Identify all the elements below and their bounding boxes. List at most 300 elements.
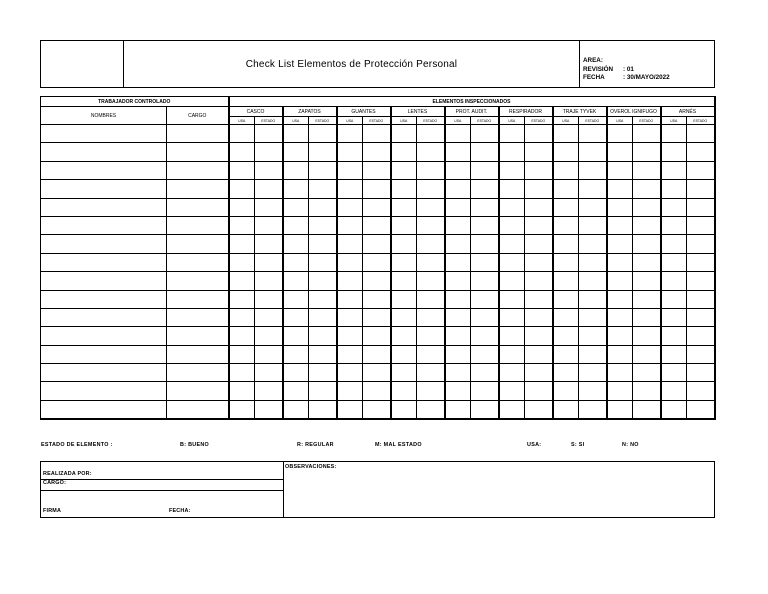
- estado-cell[interactable]: [417, 400, 445, 419]
- estado-cell[interactable]: [579, 345, 607, 363]
- nombre-cell[interactable]: [41, 253, 167, 271]
- estado-cell[interactable]: [309, 272, 337, 290]
- usa-cell[interactable]: [229, 364, 255, 382]
- usa-cell[interactable]: [607, 161, 633, 179]
- estado-cell[interactable]: [633, 364, 661, 382]
- usa-cell[interactable]: [445, 143, 471, 161]
- nombre-cell[interactable]: [41, 143, 167, 161]
- usa-cell[interactable]: [607, 235, 633, 253]
- usa-cell[interactable]: [553, 253, 579, 271]
- estado-cell[interactable]: [687, 235, 715, 253]
- usa-cell[interactable]: [337, 308, 363, 326]
- nombre-cell[interactable]: [41, 290, 167, 308]
- estado-cell[interactable]: [525, 272, 553, 290]
- estado-cell[interactable]: [309, 235, 337, 253]
- estado-cell[interactable]: [579, 327, 607, 345]
- usa-cell[interactable]: [229, 382, 255, 400]
- usa-cell[interactable]: [445, 400, 471, 419]
- usa-cell[interactable]: [445, 125, 471, 143]
- estado-cell[interactable]: [579, 290, 607, 308]
- usa-cell[interactable]: [607, 382, 633, 400]
- estado-cell[interactable]: [255, 364, 283, 382]
- usa-cell[interactable]: [499, 400, 525, 419]
- usa-cell[interactable]: [337, 198, 363, 216]
- usa-cell[interactable]: [283, 364, 309, 382]
- usa-cell[interactable]: [553, 290, 579, 308]
- estado-cell[interactable]: [525, 364, 553, 382]
- estado-cell[interactable]: [363, 364, 391, 382]
- usa-cell[interactable]: [499, 125, 525, 143]
- usa-cell[interactable]: [553, 125, 579, 143]
- usa-cell[interactable]: [499, 198, 525, 216]
- usa-cell[interactable]: [661, 198, 687, 216]
- estado-cell[interactable]: [687, 143, 715, 161]
- estado-cell[interactable]: [687, 308, 715, 326]
- estado-cell[interactable]: [309, 290, 337, 308]
- estado-cell[interactable]: [687, 253, 715, 271]
- usa-cell[interactable]: [229, 253, 255, 271]
- estado-cell[interactable]: [417, 290, 445, 308]
- estado-cell[interactable]: [417, 308, 445, 326]
- usa-cell[interactable]: [661, 364, 687, 382]
- usa-cell[interactable]: [445, 290, 471, 308]
- estado-cell[interactable]: [417, 235, 445, 253]
- estado-cell[interactable]: [579, 235, 607, 253]
- usa-cell[interactable]: [337, 382, 363, 400]
- usa-cell[interactable]: [391, 308, 417, 326]
- usa-cell[interactable]: [391, 253, 417, 271]
- estado-cell[interactable]: [309, 382, 337, 400]
- estado-cell[interactable]: [633, 161, 661, 179]
- cargo-cell[interactable]: [167, 345, 229, 363]
- estado-cell[interactable]: [525, 382, 553, 400]
- estado-cell[interactable]: [471, 308, 499, 326]
- estado-cell[interactable]: [255, 308, 283, 326]
- estado-cell[interactable]: [363, 161, 391, 179]
- nombre-cell[interactable]: [41, 125, 167, 143]
- usa-cell[interactable]: [661, 272, 687, 290]
- estado-cell[interactable]: [579, 143, 607, 161]
- estado-cell[interactable]: [255, 161, 283, 179]
- usa-cell[interactable]: [661, 216, 687, 234]
- usa-cell[interactable]: [445, 253, 471, 271]
- usa-cell[interactable]: [553, 327, 579, 345]
- estado-cell[interactable]: [363, 216, 391, 234]
- estado-cell[interactable]: [363, 125, 391, 143]
- cargo-cell[interactable]: [167, 180, 229, 198]
- estado-cell[interactable]: [417, 382, 445, 400]
- cargo-cell[interactable]: [167, 327, 229, 345]
- usa-cell[interactable]: [337, 125, 363, 143]
- estado-cell[interactable]: [633, 272, 661, 290]
- estado-cell[interactable]: [579, 198, 607, 216]
- usa-cell[interactable]: [553, 216, 579, 234]
- estado-cell[interactable]: [687, 125, 715, 143]
- usa-cell[interactable]: [553, 161, 579, 179]
- estado-cell[interactable]: [525, 125, 553, 143]
- usa-cell[interactable]: [661, 345, 687, 363]
- estado-cell[interactable]: [309, 180, 337, 198]
- cargo-cell[interactable]: [167, 125, 229, 143]
- usa-cell[interactable]: [553, 382, 579, 400]
- cargo-cell[interactable]: [167, 198, 229, 216]
- estado-cell[interactable]: [471, 253, 499, 271]
- estado-cell[interactable]: [255, 198, 283, 216]
- usa-cell[interactable]: [283, 327, 309, 345]
- estado-cell[interactable]: [579, 180, 607, 198]
- estado-cell[interactable]: [525, 143, 553, 161]
- usa-cell[interactable]: [337, 272, 363, 290]
- estado-cell[interactable]: [309, 345, 337, 363]
- estado-cell[interactable]: [633, 235, 661, 253]
- estado-cell[interactable]: [579, 161, 607, 179]
- usa-cell[interactable]: [445, 161, 471, 179]
- estado-cell[interactable]: [687, 180, 715, 198]
- estado-cell[interactable]: [687, 290, 715, 308]
- estado-cell[interactable]: [525, 290, 553, 308]
- estado-cell[interactable]: [471, 272, 499, 290]
- estado-cell[interactable]: [417, 198, 445, 216]
- estado-cell[interactable]: [633, 143, 661, 161]
- estado-cell[interactable]: [633, 198, 661, 216]
- estado-cell[interactable]: [255, 216, 283, 234]
- estado-cell[interactable]: [363, 308, 391, 326]
- usa-cell[interactable]: [283, 180, 309, 198]
- usa-cell[interactable]: [499, 253, 525, 271]
- usa-cell[interactable]: [283, 400, 309, 419]
- usa-cell[interactable]: [499, 308, 525, 326]
- usa-cell[interactable]: [499, 235, 525, 253]
- estado-cell[interactable]: [309, 125, 337, 143]
- cargo-cell[interactable]: [167, 143, 229, 161]
- usa-cell[interactable]: [391, 216, 417, 234]
- nombre-cell[interactable]: [41, 216, 167, 234]
- estado-cell[interactable]: [633, 125, 661, 143]
- usa-cell[interactable]: [391, 345, 417, 363]
- estado-cell[interactable]: [255, 290, 283, 308]
- usa-cell[interactable]: [553, 180, 579, 198]
- estado-cell[interactable]: [309, 364, 337, 382]
- usa-cell[interactable]: [553, 400, 579, 419]
- usa-cell[interactable]: [661, 290, 687, 308]
- estado-cell[interactable]: [525, 161, 553, 179]
- cargo-cell[interactable]: [167, 400, 229, 419]
- usa-cell[interactable]: [283, 198, 309, 216]
- estado-cell[interactable]: [255, 272, 283, 290]
- usa-cell[interactable]: [283, 345, 309, 363]
- usa-cell[interactable]: [391, 125, 417, 143]
- estado-cell[interactable]: [525, 235, 553, 253]
- estado-cell[interactable]: [255, 235, 283, 253]
- usa-cell[interactable]: [229, 235, 255, 253]
- estado-cell[interactable]: [417, 180, 445, 198]
- cargo-cell[interactable]: [167, 272, 229, 290]
- usa-cell[interactable]: [607, 143, 633, 161]
- usa-cell[interactable]: [283, 290, 309, 308]
- estado-cell[interactable]: [471, 382, 499, 400]
- usa-cell[interactable]: [607, 253, 633, 271]
- nombre-cell[interactable]: [41, 235, 167, 253]
- usa-cell[interactable]: [661, 400, 687, 419]
- usa-cell[interactable]: [283, 161, 309, 179]
- cargo-cell[interactable]: [167, 290, 229, 308]
- estado-cell[interactable]: [255, 327, 283, 345]
- estado-cell[interactable]: [687, 216, 715, 234]
- estado-cell[interactable]: [525, 345, 553, 363]
- usa-cell[interactable]: [391, 327, 417, 345]
- estado-cell[interactable]: [633, 253, 661, 271]
- usa-cell[interactable]: [607, 400, 633, 419]
- usa-cell[interactable]: [229, 180, 255, 198]
- estado-cell[interactable]: [363, 198, 391, 216]
- usa-cell[interactable]: [661, 180, 687, 198]
- cargo-cell[interactable]: [167, 382, 229, 400]
- estado-cell[interactable]: [309, 400, 337, 419]
- usa-cell[interactable]: [445, 327, 471, 345]
- usa-cell[interactable]: [445, 308, 471, 326]
- nombre-cell[interactable]: [41, 308, 167, 326]
- usa-cell[interactable]: [229, 400, 255, 419]
- usa-cell[interactable]: [391, 382, 417, 400]
- estado-cell[interactable]: [687, 198, 715, 216]
- estado-cell[interactable]: [525, 400, 553, 419]
- nombre-cell[interactable]: [41, 161, 167, 179]
- usa-cell[interactable]: [499, 272, 525, 290]
- estado-cell[interactable]: [417, 125, 445, 143]
- usa-cell[interactable]: [553, 345, 579, 363]
- usa-cell[interactable]: [391, 364, 417, 382]
- usa-cell[interactable]: [499, 382, 525, 400]
- usa-cell[interactable]: [229, 272, 255, 290]
- estado-cell[interactable]: [471, 235, 499, 253]
- estado-cell[interactable]: [363, 382, 391, 400]
- usa-cell[interactable]: [283, 272, 309, 290]
- estado-cell[interactable]: [525, 216, 553, 234]
- estado-cell[interactable]: [525, 180, 553, 198]
- estado-cell[interactable]: [471, 327, 499, 345]
- nombre-cell[interactable]: [41, 180, 167, 198]
- usa-cell[interactable]: [229, 198, 255, 216]
- estado-cell[interactable]: [633, 327, 661, 345]
- estado-cell[interactable]: [579, 125, 607, 143]
- estado-cell[interactable]: [417, 216, 445, 234]
- estado-cell[interactable]: [633, 382, 661, 400]
- estado-cell[interactable]: [255, 180, 283, 198]
- usa-cell[interactable]: [337, 253, 363, 271]
- usa-cell[interactable]: [445, 198, 471, 216]
- usa-cell[interactable]: [445, 382, 471, 400]
- estado-cell[interactable]: [363, 345, 391, 363]
- estado-cell[interactable]: [633, 345, 661, 363]
- cargo-cell[interactable]: [167, 364, 229, 382]
- usa-cell[interactable]: [607, 125, 633, 143]
- usa-cell[interactable]: [499, 345, 525, 363]
- usa-cell[interactable]: [337, 364, 363, 382]
- estado-cell[interactable]: [525, 253, 553, 271]
- usa-cell[interactable]: [229, 125, 255, 143]
- estado-cell[interactable]: [363, 290, 391, 308]
- estado-cell[interactable]: [687, 400, 715, 419]
- estado-cell[interactable]: [363, 180, 391, 198]
- estado-cell[interactable]: [525, 327, 553, 345]
- usa-cell[interactable]: [391, 198, 417, 216]
- estado-cell[interactable]: [633, 180, 661, 198]
- estado-cell[interactable]: [579, 400, 607, 419]
- estado-cell[interactable]: [633, 216, 661, 234]
- usa-cell[interactable]: [499, 364, 525, 382]
- usa-cell[interactable]: [229, 143, 255, 161]
- cargo-cell[interactable]: [167, 161, 229, 179]
- usa-cell[interactable]: [445, 345, 471, 363]
- usa-cell[interactable]: [499, 143, 525, 161]
- usa-cell[interactable]: [391, 272, 417, 290]
- estado-cell[interactable]: [363, 253, 391, 271]
- estado-cell[interactable]: [309, 198, 337, 216]
- usa-cell[interactable]: [607, 216, 633, 234]
- estado-cell[interactable]: [309, 308, 337, 326]
- usa-cell[interactable]: [283, 216, 309, 234]
- estado-cell[interactable]: [363, 327, 391, 345]
- estado-cell[interactable]: [579, 308, 607, 326]
- estado-cell[interactable]: [417, 253, 445, 271]
- estado-cell[interactable]: [255, 345, 283, 363]
- usa-cell[interactable]: [337, 235, 363, 253]
- estado-cell[interactable]: [363, 143, 391, 161]
- usa-cell[interactable]: [391, 180, 417, 198]
- estado-cell[interactable]: [579, 364, 607, 382]
- usa-cell[interactable]: [229, 308, 255, 326]
- usa-cell[interactable]: [499, 290, 525, 308]
- estado-cell[interactable]: [471, 364, 499, 382]
- estado-cell[interactable]: [633, 308, 661, 326]
- nombre-cell[interactable]: [41, 382, 167, 400]
- estado-cell[interactable]: [471, 400, 499, 419]
- usa-cell[interactable]: [283, 382, 309, 400]
- nombre-cell[interactable]: [41, 272, 167, 290]
- usa-cell[interactable]: [391, 143, 417, 161]
- usa-cell[interactable]: [445, 180, 471, 198]
- estado-cell[interactable]: [309, 327, 337, 345]
- estado-cell[interactable]: [417, 345, 445, 363]
- usa-cell[interactable]: [607, 290, 633, 308]
- usa-cell[interactable]: [553, 364, 579, 382]
- usa-cell[interactable]: [499, 216, 525, 234]
- estado-cell[interactable]: [417, 364, 445, 382]
- estado-cell[interactable]: [471, 290, 499, 308]
- estado-cell[interactable]: [579, 216, 607, 234]
- usa-cell[interactable]: [229, 327, 255, 345]
- estado-cell[interactable]: [471, 216, 499, 234]
- estado-cell[interactable]: [255, 382, 283, 400]
- estado-cell[interactable]: [525, 308, 553, 326]
- usa-cell[interactable]: [337, 143, 363, 161]
- usa-cell[interactable]: [607, 345, 633, 363]
- nombre-cell[interactable]: [41, 198, 167, 216]
- usa-cell[interactable]: [445, 216, 471, 234]
- usa-cell[interactable]: [445, 235, 471, 253]
- usa-cell[interactable]: [553, 272, 579, 290]
- estado-cell[interactable]: [687, 364, 715, 382]
- estado-cell[interactable]: [417, 143, 445, 161]
- estado-cell[interactable]: [309, 143, 337, 161]
- cargo-cell[interactable]: [167, 216, 229, 234]
- usa-cell[interactable]: [337, 216, 363, 234]
- estado-cell[interactable]: [579, 272, 607, 290]
- estado-cell[interactable]: [471, 198, 499, 216]
- usa-cell[interactable]: [229, 290, 255, 308]
- usa-cell[interactable]: [283, 235, 309, 253]
- usa-cell[interactable]: [337, 327, 363, 345]
- estado-cell[interactable]: [309, 161, 337, 179]
- estado-cell[interactable]: [363, 235, 391, 253]
- usa-cell[interactable]: [661, 253, 687, 271]
- usa-cell[interactable]: [283, 125, 309, 143]
- usa-cell[interactable]: [229, 216, 255, 234]
- usa-cell[interactable]: [661, 125, 687, 143]
- cargo-cell[interactable]: [167, 235, 229, 253]
- usa-cell[interactable]: [337, 290, 363, 308]
- estado-cell[interactable]: [417, 327, 445, 345]
- usa-cell[interactable]: [661, 308, 687, 326]
- estado-cell[interactable]: [255, 125, 283, 143]
- usa-cell[interactable]: [391, 235, 417, 253]
- usa-cell[interactable]: [661, 382, 687, 400]
- usa-cell[interactable]: [445, 364, 471, 382]
- usa-cell[interactable]: [391, 400, 417, 419]
- usa-cell[interactable]: [229, 161, 255, 179]
- usa-cell[interactable]: [661, 235, 687, 253]
- usa-cell[interactable]: [499, 161, 525, 179]
- usa-cell[interactable]: [391, 290, 417, 308]
- usa-cell[interactable]: [661, 143, 687, 161]
- estado-cell[interactable]: [363, 272, 391, 290]
- estado-cell[interactable]: [687, 272, 715, 290]
- estado-cell[interactable]: [309, 253, 337, 271]
- usa-cell[interactable]: [553, 308, 579, 326]
- usa-cell[interactable]: [553, 235, 579, 253]
- estado-cell[interactable]: [255, 400, 283, 419]
- usa-cell[interactable]: [661, 161, 687, 179]
- estado-cell[interactable]: [417, 272, 445, 290]
- nombre-cell[interactable]: [41, 345, 167, 363]
- estado-cell[interactable]: [687, 327, 715, 345]
- estado-cell[interactable]: [471, 125, 499, 143]
- usa-cell[interactable]: [337, 345, 363, 363]
- usa-cell[interactable]: [607, 327, 633, 345]
- usa-cell[interactable]: [445, 272, 471, 290]
- usa-cell[interactable]: [661, 327, 687, 345]
- usa-cell[interactable]: [607, 272, 633, 290]
- estado-cell[interactable]: [255, 143, 283, 161]
- estado-cell[interactable]: [363, 400, 391, 419]
- estado-cell[interactable]: [687, 382, 715, 400]
- usa-cell[interactable]: [607, 308, 633, 326]
- estado-cell[interactable]: [687, 161, 715, 179]
- usa-cell[interactable]: [553, 198, 579, 216]
- usa-cell[interactable]: [337, 161, 363, 179]
- usa-cell[interactable]: [607, 364, 633, 382]
- usa-cell[interactable]: [229, 345, 255, 363]
- usa-cell[interactable]: [337, 400, 363, 419]
- estado-cell[interactable]: [633, 290, 661, 308]
- estado-cell[interactable]: [471, 345, 499, 363]
- nombre-cell[interactable]: [41, 327, 167, 345]
- estado-cell[interactable]: [309, 216, 337, 234]
- usa-cell[interactable]: [607, 198, 633, 216]
- nombre-cell[interactable]: [41, 364, 167, 382]
- usa-cell[interactable]: [499, 327, 525, 345]
- estado-cell[interactable]: [579, 253, 607, 271]
